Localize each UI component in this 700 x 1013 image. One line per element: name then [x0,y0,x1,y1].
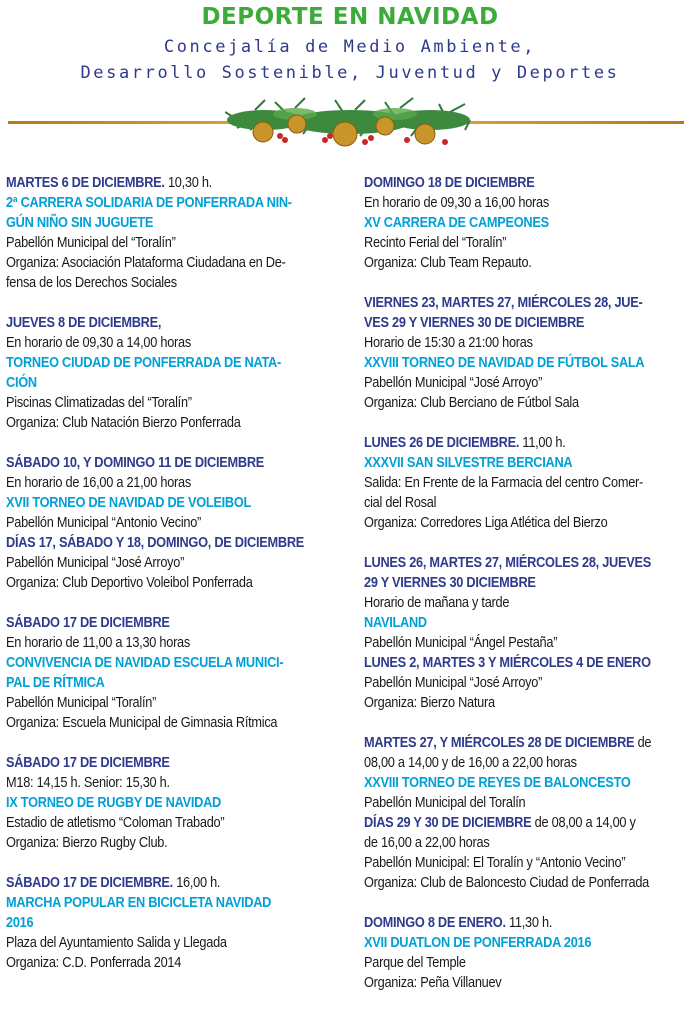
event-hours: Horario de 15:30 a 21:00 horas [364,335,533,351]
event-carrera-campeones [364,173,684,273]
event-date: DOMINGO 8 DE ENERO. [364,915,506,931]
event-organizer: Organiza: Club Berciano de Fútbol Sala [364,395,579,411]
event-place: Piscinas Climatizadas del “Toralín” [6,395,192,411]
event-place: Parque del Temple [364,955,466,971]
event-place-2: Pabellón Municipal “José Arroyo” [6,555,185,571]
event-name: TORNEO CIUDAD DE PONFERRADA DE NATA- [6,355,281,371]
event-place: Pabellón Municipal del Toralín [364,795,526,811]
event-date-2: DÍAS 29 Y 30 DE DICIEMBRE [364,815,532,831]
event-hours: 08,00 a 14,00 y de 16,00 a 22,00 horas [364,755,577,771]
event-date: SÁBADO 10, Y DOMINGO 11 DE DICIEMBRE [6,455,265,471]
event-time: 16,00 h. [176,875,221,891]
event-naviland [364,553,684,713]
event-date: LUNES 26 DE DICIEMBRE. [364,435,520,451]
event-organizer-cont: fensa de los Derechos Sociales [6,275,177,291]
event-hours: Horario de mañana y tarde [364,595,510,611]
left-column [6,173,326,993]
event-place: Pabellón Municipal del “Toralín” [6,235,176,251]
header [0,0,700,160]
event-place: Pabellón Municipal “José Arroyo” [364,375,543,391]
event-organizer: Organiza: Corredores Liga Atlética del Bierzo [364,515,608,531]
event-hours: En horario de 09,30 a 16,00 horas [364,195,549,211]
event-torneo-baloncesto [364,733,684,893]
event-hours: En horario de 11,00 a 13,30 horas [6,635,191,651]
event-san-silvestre [364,433,684,533]
event-place: Estadio de atletismo “Coloman Trabado” [6,815,225,831]
event-date: SÁBADO 17 DE DICIEMBRE [6,755,170,771]
event-hours: En horario de 09,30 a 14,00 horas [6,335,191,351]
event-name: IX TORNEO DE RUGBY DE NAVIDAD [6,795,221,811]
subtitle-line-2: Desarrollo Sostenible, Juventud y Deportes [80,63,620,83]
event-hours: M18: 14,15 h. Senior: 15,30 h. [6,775,170,791]
event-name: XV CARRERA DE CAMPEONES [364,215,549,231]
event-place-2: Pabellón Municipal: El Toralín y “Antonio Vecino” [364,855,626,871]
event-name: XVII TORNEO DE NAVIDAD DE VOLEIBOL [6,495,252,511]
event-organizer: Organiza: Club de Baloncesto Ciudad de Ponferrada [364,875,649,891]
event-carrera-solidaria [6,173,326,293]
event-date-cont: VES 29 Y VIERNES 30 DE DICIEMBRE [364,315,585,331]
event-organizer: Organiza: Bierzo Natura [364,695,495,711]
event-place: Plaza del Ayuntamiento Salida y Llegada [6,935,227,951]
event-date: MARTES 6 DE DICIEMBRE. [6,175,165,191]
event-organizer: Organiza: Bierzo Rugby Club. [6,835,168,851]
event-date-cont: 29 Y VIERNES 30 DICIEMBRE [364,575,536,591]
event-organizer: Organiza: Asociación Plataforma Ciudadana en De- [6,255,286,271]
event-organizer: Organiza: Club Deportivo Voleibol Ponferrada [6,575,253,591]
event-time: 10,30 h. [167,175,212,191]
event-name: XXXVII SAN SILVESTRE BERCIANA [364,455,573,471]
event-name: MARCHA POPULAR EN BICICLETA NAVIDAD [6,895,272,911]
event-date: JUEVES 8 DE DICIEMBRE, [6,315,162,331]
event-place: Pabellón Municipal “Antonio Vecino” [6,515,202,531]
event-hours: En horario de 16,00 a 21,00 horas [6,475,191,491]
event-organizer: Organiza: Peña Villanuev [364,975,502,991]
event-date: VIERNES 23, MARTES 27, MIÉRCOLES 28, JUE- [364,295,643,311]
subtitle-line-1: Concejalía de Medio Ambiente, [163,37,537,57]
event-futbol-sala [364,293,684,413]
event-date: SÁBADO 17 DE DICIEMBRE [6,615,170,631]
event-place: Pabellón Municipal “Toralín” [6,695,157,711]
event-torneo-voleibol [6,453,326,593]
event-name: NAVILAND [364,615,427,631]
event-time: 11,30 h. [509,915,553,931]
event-place: Salida: En Frente de la Farmacia del centro Comer- [364,475,644,491]
event-place: Pabellón Municipal “Ángel Pestaña” [364,635,558,651]
event-name: XXVIII TORNEO DE REYES DE BALONCESTO [364,775,631,791]
event-date: LUNES 26, MARTES 27, MIÉRCOLES 28, JUEVES [364,555,652,571]
event-name: 2ª CARRERA SOLIDARIA DE PONFERRADA NIN- [6,195,292,211]
event-name-cont: CIÓN [6,375,37,391]
event-torneo-natacion [6,313,326,433]
event-date: SÁBADO 17 DE DICIEMBRE. [6,875,173,891]
event-place-cont: cial del Rosal [364,495,437,511]
event-marcha-bicicleta [6,873,326,973]
event-name: XXVIII TORNEO DE NAVIDAD DE FÚTBOL SALA [364,355,645,371]
right-column [364,173,684,1013]
event-name-cont: PAL DE RÍTMICA [6,675,105,691]
event-organizer: Organiza: Club Natación Bierzo Ponferrada [6,415,241,431]
event-organizer: Organiza: Escuela Municipal de Gimnasia Rítmica [6,715,278,731]
event-date-3: LUNES 2, MARTES 3 Y MIÉRCOLES 4 DE ENERO [364,655,651,671]
event-name-cont: GÚN NIÑO SIN JUGUETE [6,215,154,231]
event-torneo-rugby [6,753,326,853]
event-name: CONVIVENCIA DE NAVIDAD ESCUELA MUNICI- [6,655,284,671]
event-duatlon [364,913,684,993]
event-date2-tail: de 08,00 a 14,00 y [534,815,636,831]
event-organizer: Organiza: C.D. Ponferrada 2014 [6,955,182,971]
event-date-tail: de [637,735,652,751]
event-place-2: Pabellón Municipal “José Arroyo” [364,675,543,691]
event-place: Recinto Ferial del “Toralín” [364,235,507,251]
event-convivencia-ritmica [6,613,326,733]
page-title: DEPORTE EN NAVIDAD [201,4,499,30]
christmas-garland-icon [225,90,475,162]
event-date-2: DÍAS 17, SÁBADO Y 18, DOMINGO, DE DICIEMBRE [6,535,305,551]
event-time: 11,00 h. [522,435,566,451]
event-date: MARTES 27, Y MIÉRCOLES 28 DE DICIEMBRE [364,735,635,751]
event-organizer: Organiza: Club Team Repauto. [364,255,532,271]
event-name-cont: 2016 [6,915,34,931]
event-hours-2: de 16,00 a 22,00 horas [364,835,490,851]
event-name: XVII DUATLON DE PONFERRADA 2016 [364,935,592,951]
event-date: DOMINGO 18 DE DICIEMBRE [364,175,535,191]
